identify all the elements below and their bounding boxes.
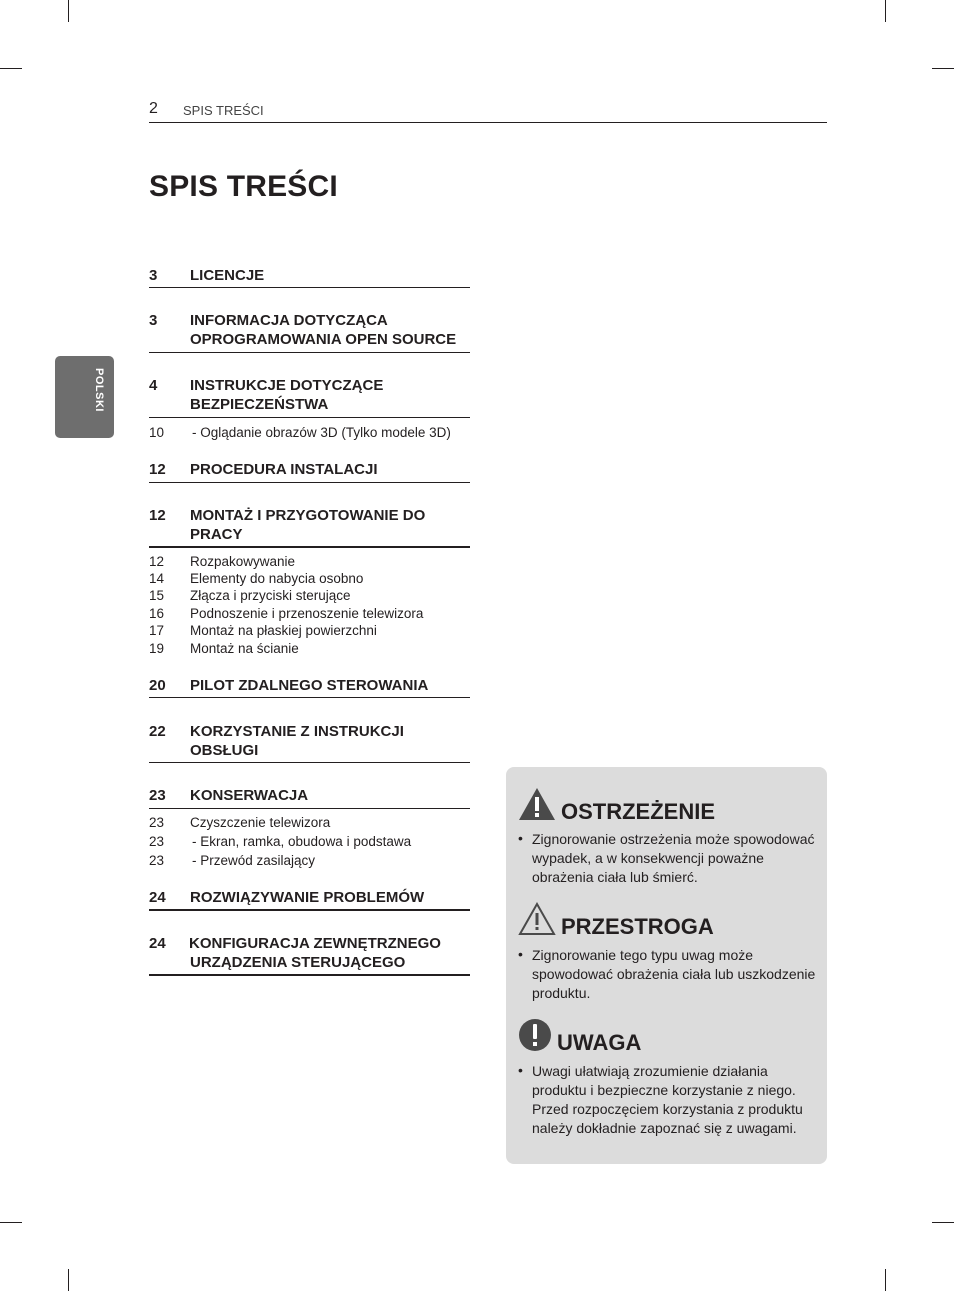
toc-title: KORZYSTANIE Z INSTRUKCJI (190, 723, 404, 740)
toc-title: MONTAŻ I PRZYGOTOWANIE DO (190, 507, 426, 524)
toc-subitem-title: Montaż na płaskiej powierzchni (190, 623, 377, 638)
toc-title: KONSERWACJA (190, 787, 309, 804)
toc-page-number: 22 (149, 723, 166, 740)
toc-rule (149, 974, 470, 976)
toc-rule (149, 808, 470, 809)
toc-page-number: 24 (149, 935, 166, 952)
crop-mark (0, 1222, 22, 1223)
toc-page-number: 12 (149, 507, 166, 524)
note-text: Uwagi ułatwiają zrozumienie działania produktu i bezpieczne korzystanie z niego. Przed rozpoczęciem korzystania z produktu należy dokładnie zapoznać się z uwagami. (532, 1063, 803, 1136)
toc-subitem-title: - Przewód zasilający (192, 853, 316, 868)
note-title: UWAGA (557, 1030, 642, 1055)
toc-page-number: 23 (149, 853, 165, 868)
toc-page-number: 23 (149, 815, 165, 830)
safety-notice-panel (506, 767, 827, 1164)
crop-mark (885, 1269, 886, 1291)
toc-title-line2: OBSŁUGI (190, 742, 259, 759)
toc-subitem-title: Rozpakowywanie (190, 554, 296, 569)
toc-page-number: 10 (149, 425, 165, 440)
toc-page-number: 20 (149, 677, 166, 694)
warning-title: OSTRZEŻENIE (561, 799, 716, 824)
bullet: • (518, 830, 523, 846)
toc-title: PILOT ZDALNEGO STEROWANIA (190, 677, 429, 694)
toc-title-line2: OPROGRAMOWANIA OPEN SOURCE (190, 331, 457, 348)
toc-page-number: 12 (149, 554, 165, 569)
crop-mark (68, 0, 69, 22)
toc-title: INSTRUKCJE DOTYCZĄCE (190, 377, 384, 394)
caution-text: Zignorowanie tego typu uwag może spowodować obrażenia ciała lub uszkodzenie produktu. (532, 947, 816, 1001)
toc-page-number: 12 (149, 461, 166, 478)
toc-rule (149, 762, 470, 763)
toc-subitem-title: Złącza i przyciski sterujące (190, 588, 351, 603)
toc-title-line2: PRACY (190, 526, 243, 543)
toc-subitem-title: Montaż na ścianie (190, 641, 299, 656)
toc-title-line2: URZĄDZENIA STERUJĄCEGO (190, 954, 406, 971)
toc-page-number: 19 (149, 641, 165, 656)
toc-subitem-title: Elementy do nabycia osobno (190, 571, 364, 586)
toc-rule (149, 482, 470, 483)
toc-page-number: 23 (149, 787, 166, 804)
header-title: SPIS TREŚCI (183, 103, 264, 118)
warning-triangle-filled-icon (518, 787, 556, 821)
toc-page-number: 24 (149, 889, 166, 906)
toc-page-number: 17 (149, 623, 165, 638)
crop-mark (932, 68, 954, 69)
toc-page-number: 14 (149, 571, 165, 586)
toc-rule (149, 417, 470, 418)
toc-title: LICENCJE (190, 267, 265, 284)
toc-page-number: 23 (149, 834, 165, 849)
toc-title: KONFIGURACJA ZEWNĘTRZNEGO (189, 935, 441, 952)
toc-page-number: 3 (149, 267, 158, 284)
caution-title: PRZESTROGA (561, 914, 714, 939)
exclamation-circle-icon (518, 1018, 552, 1052)
crop-mark (932, 1222, 954, 1223)
language-tab (55, 356, 114, 438)
warning-text: Zignorowanie ostrzeżenia może spowodować wypadek, a w konsekwencji poważne obrażenia ciała lub śmierć. (532, 831, 815, 885)
crop-mark (68, 1269, 69, 1291)
toc-rule (149, 546, 470, 548)
toc-rule (149, 697, 470, 698)
toc-page-number: 4 (149, 377, 158, 394)
bullet: • (518, 1062, 523, 1078)
running-header (149, 100, 827, 123)
toc-subitem-title: - Ekran, ramka, obudowa i podstawa (192, 834, 412, 849)
toc-page-number: 3 (149, 312, 158, 329)
caution-triangle-outline-icon (518, 902, 556, 936)
toc-title-line2: BEZPIECZEŃSTWA (190, 396, 329, 413)
toc-page-number: 15 (149, 588, 165, 603)
toc-subitem-title: - Oglądanie obrazów 3D (Tylko modele 3D) (192, 425, 451, 440)
toc-subitem-title: Podnoszenie i przenoszenie telewizora (190, 606, 424, 621)
toc-title: INFORMACJA DOTYCZĄCA (190, 312, 388, 329)
toc-rule (149, 352, 470, 353)
toc-title: PROCEDURA INSTALACJI (190, 461, 378, 478)
toc-rule (149, 909, 470, 911)
page-title: SPIS TREŚCI (149, 170, 338, 203)
page-number: 2 (149, 100, 158, 117)
bullet: • (518, 946, 523, 962)
language-tab-label: POLSKI (93, 368, 105, 412)
toc-page-number: 16 (149, 606, 165, 621)
toc-title: ROZWIĄZYWANIE PROBLEMÓW (190, 889, 425, 906)
toc-rule (149, 287, 470, 288)
crop-mark (885, 0, 886, 22)
toc-subitem-title: Czyszczenie telewizora (190, 815, 331, 830)
crop-mark (0, 68, 22, 69)
